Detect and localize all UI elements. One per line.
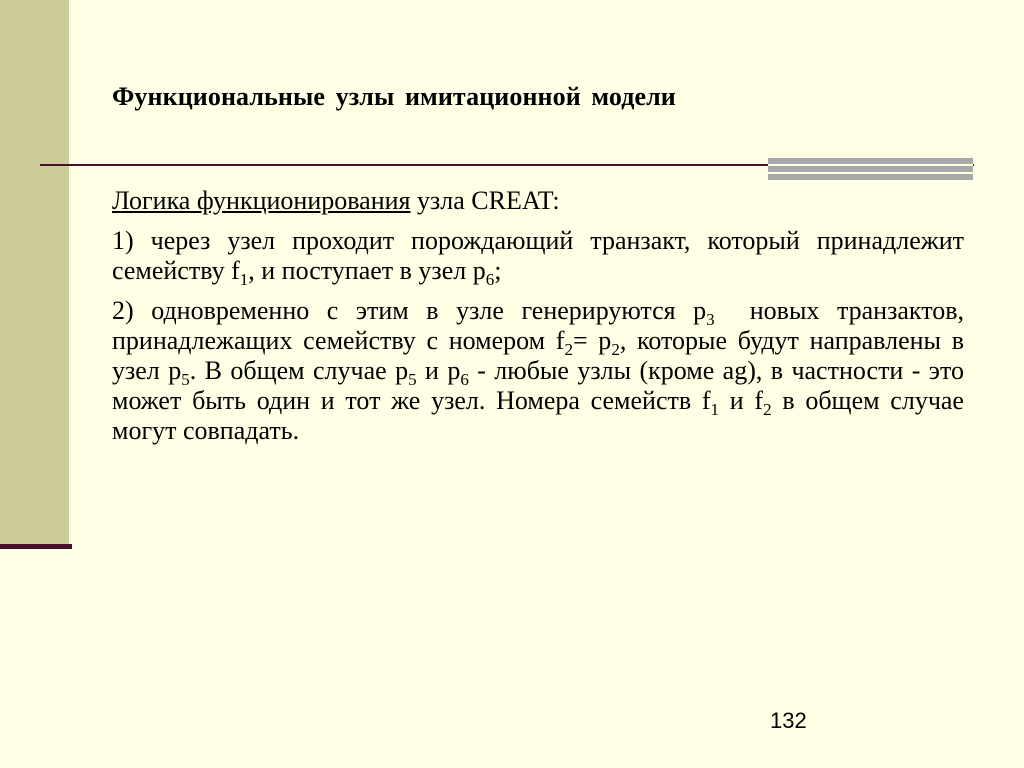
title-divider-block [768,158,973,180]
text-run: - любые узлы (кроме ag), в частности - это может быть один и тот же узел. Номера семейств f [112,356,964,415]
subscript: 5 [408,370,417,389]
text-run: , и поступает в узел p [248,256,486,285]
paragraph-2 [112,296,971,446]
subscript: 1 [239,270,249,289]
slide-title: Функциональные узлы имитационной модели [112,82,676,111]
text-run: в общем случае могут совпадать. [112,386,964,445]
slide-body [112,186,971,456]
text-run: 1) через узел проходит порождающий транзакт, который принадлежит семейству f [112,226,964,285]
subscript: 6 [460,370,469,389]
text-run: . В общем случае p [189,356,409,385]
page-number: 132 [770,708,807,733]
left-accent-underline [0,544,72,549]
intro-line [112,186,964,216]
subscript: 3 [706,310,715,329]
subscript: 2 [611,340,620,359]
paragraph-1 [112,226,964,289]
divider-stripe [768,172,973,174]
subscript: 1 [710,400,720,419]
text-run: , которые будут направлены в узел p [112,326,964,385]
intro-underlined-text: Логика функционирования [112,186,411,215]
left-accent-bar [0,0,69,546]
intro-text: узла CREAT: [410,186,560,215]
divider-stripe [768,164,973,166]
text-run: и p [416,356,461,385]
subscript: 2 [564,340,573,359]
text-run: и f [719,386,764,415]
text-run: ; [494,256,502,285]
text-run: = p [572,326,612,355]
subscript: 6 [485,270,495,289]
text-run: новых транзактов, принадлежащих семейству с номером f [112,296,971,355]
text-run: 2) одновременно с этим в узле генерируются p [112,296,707,325]
subscript: 2 [763,400,772,419]
subscript: 5 [181,370,190,389]
